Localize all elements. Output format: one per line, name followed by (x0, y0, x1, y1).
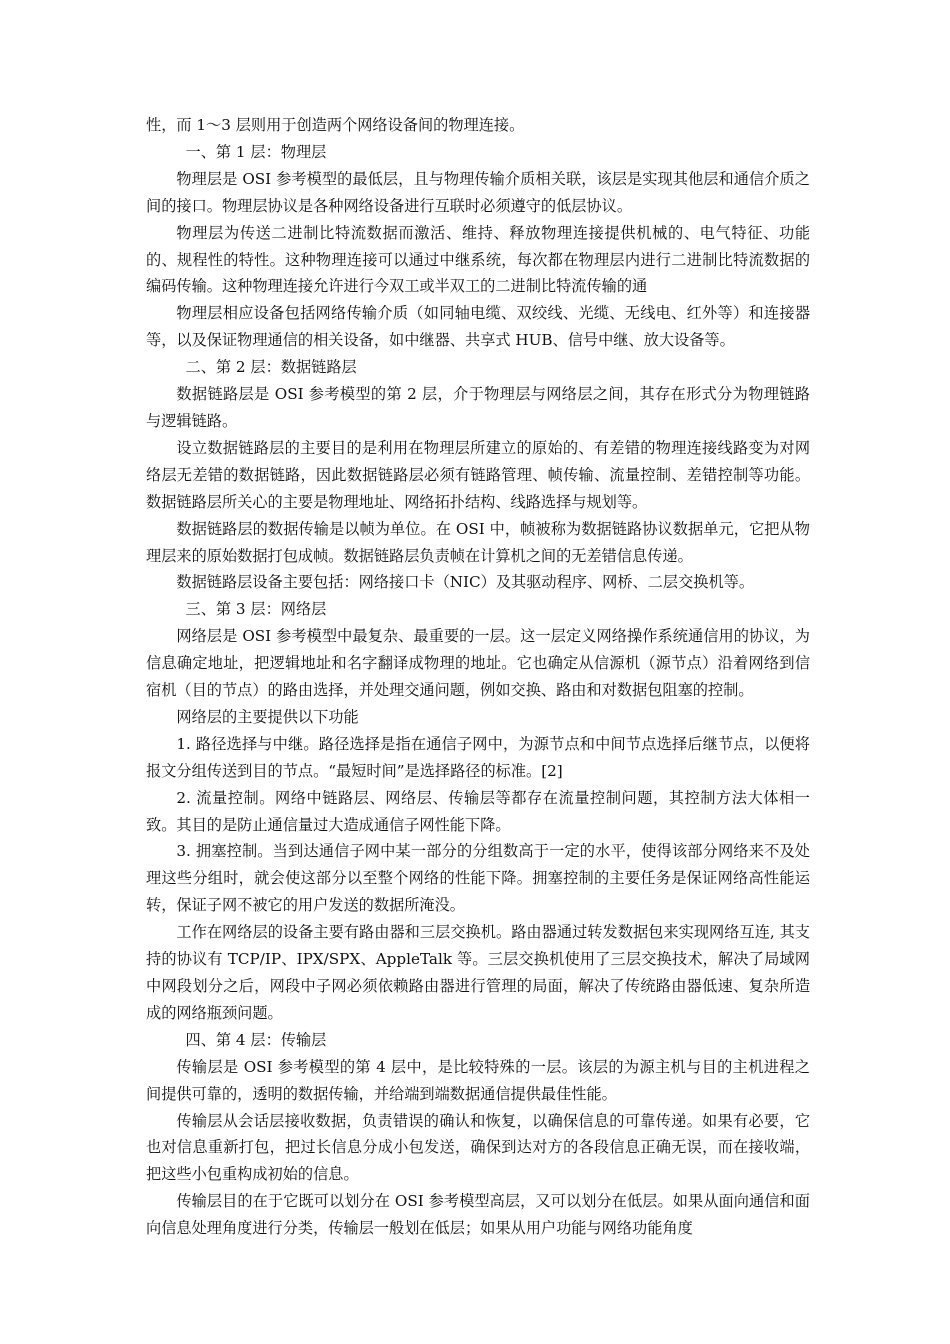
section-heading-layer-2: 二、第 2 层：数据链路层 (185, 358, 357, 377)
paragraph: 性，而 1～3 层则用于创造两个网络设备间的物理连接。 (146, 116, 525, 134)
paragraph: 数据链路层设备主要包括：网络接口卡（NIC）及其驱动程序、网桥、二层交换机等。 (176, 573, 755, 592)
paragraph: 物理层为传送二进制比特流数据而激活、维持、释放物理连接提供机械的、电气特征、功能的、规程性的特性。这种物理连接可以通过中继系统，每次都在物理层内进行二进制比特流数据的编码传输。这种物理连接允许进行今双工或半双工的二进制比特流传输的通 (146, 223, 810, 296)
list-item: 3. 拥塞控制。当到达通信子网中某一部分的分组数高于一定的水平，使得该部分网络来不及处理这些分组时，就会使这部分以至整个网络的性能下降。拥塞控制的主要任务是保证网络高性能运转，保证子网不被它的用户发送的数据所淹没。 (146, 842, 810, 915)
list-item: 1. 路径选择与中继。路径选择是指在通信子网中，为源节点和中间节点选择后继节点，以便将报文分组传送到目的节点。“最短时间”是选择路径的标准。[2] (146, 734, 810, 780)
list-item: 2. 流量控制。网络中链路层、网络层、传输层等都存在流量控制问题，其控制方法大体相一致。其目的是防止通信量过大造成通信子网性能下降。 (146, 788, 810, 834)
paragraph: 工作在网络层的设备主要有路由器和三层交换机。路由器通过转发数据包来实现网络互连, 其支持的协议有 TCP/IP、IPX/SPX、AppleTalk 等。三层交换机使用了三层交换技术，解决了局域网中网段划分之后，网段中子网必须依赖路由器进行管理的局面，解决了传统路由器低速、复杂所造成的网络瓶颈问题。 (146, 923, 810, 1022)
paragraph: 数据链路层是 OSI 参考模型的第 2 层，介于物理层与网络层之间，其存在形式分为物理链路与逻辑链路。 (146, 385, 810, 430)
document-body (146, 112, 810, 1242)
section-heading-layer-3: 三、第 3 层：网络层 (185, 600, 327, 619)
section-heading-layer-1: 一、第 1 层：物理层 (185, 142, 327, 161)
paragraph: 物理层相应设备包括网络传输介质（如同轴电缆、双绞线、光缆、无线电、红外等）和连接器等，以及保证物理通信的相关设备，如中继器、共享式 HUB、信号中继、放大设备等。 (146, 304, 810, 350)
paragraph: 网络层的主要提供以下功能 (176, 707, 359, 726)
paragraph: 传输层是 OSI 参考模型的第 4 层中，是比较特殊的一层。该层的为源主机与目的主机进程之间提供可靠的，透明的数据传输，并给端到端数据通信提供最佳性能。 (146, 1057, 810, 1103)
paragraph: 物理层是 OSI 参考模型的最低层，且与物理传输介质相关联，该层是实现其他层和通信介质之间的接口。物理层协议是各种网络设备进行互联时必须遵守的低层协议。 (146, 169, 810, 215)
section-heading-layer-4: 四、第 4 层：传输层 (185, 1030, 327, 1049)
paragraph: 网络层是 OSI 参考模型中最复杂、最重要的一层。这一层定义网络操作系统通信用的协议，为信息确定地址，把逻辑地址和名字翻译成物理的地址。它也确定从信源机（源节点）沿着网络到信宿机（目的节点）的路由选择，并处理交通问题，例如交换、路由和对数据包阻塞的控制。 (146, 627, 810, 700)
paragraph: 设立数据链路层的主要目的是利用在物理层所建立的原始的、有差错的物理连接线路变为对网络层无差错的数据链路，因此数据链路层必须有链路管理、帧传输、流量控制、差错控制等功能。数据链路层所关心的主要是物理地址、网络拓扑结构、线路选择与规划等。 (146, 438, 810, 511)
paragraph: 传输层目的在于它既可以划分在 OSI 参考模型高层，又可以划分在低层。如果从面向通信和面向信息处理角度进行分类，传输层一般划在低层；如果从用户功能与网络功能角度 (146, 1192, 810, 1238)
paragraph: 传输层从会话层接收数据，负责错误的确认和恢复，以确保信息的可靠传递。如果有必要，它也对信息重新打包，把过长信息分成小包发送，确保到达对方的各段信息正确无误，而在接收端，把这些小包重构成初始的信息。 (146, 1111, 810, 1184)
paragraph: 数据链路层的数据传输是以帧为单位。在 OSI 中，帧被称为数据链路协议数据单元，它把从物理层来的原始数据打包成帧。数据链路层负责帧在计算机之间的无差错信息传递。 (146, 519, 810, 565)
